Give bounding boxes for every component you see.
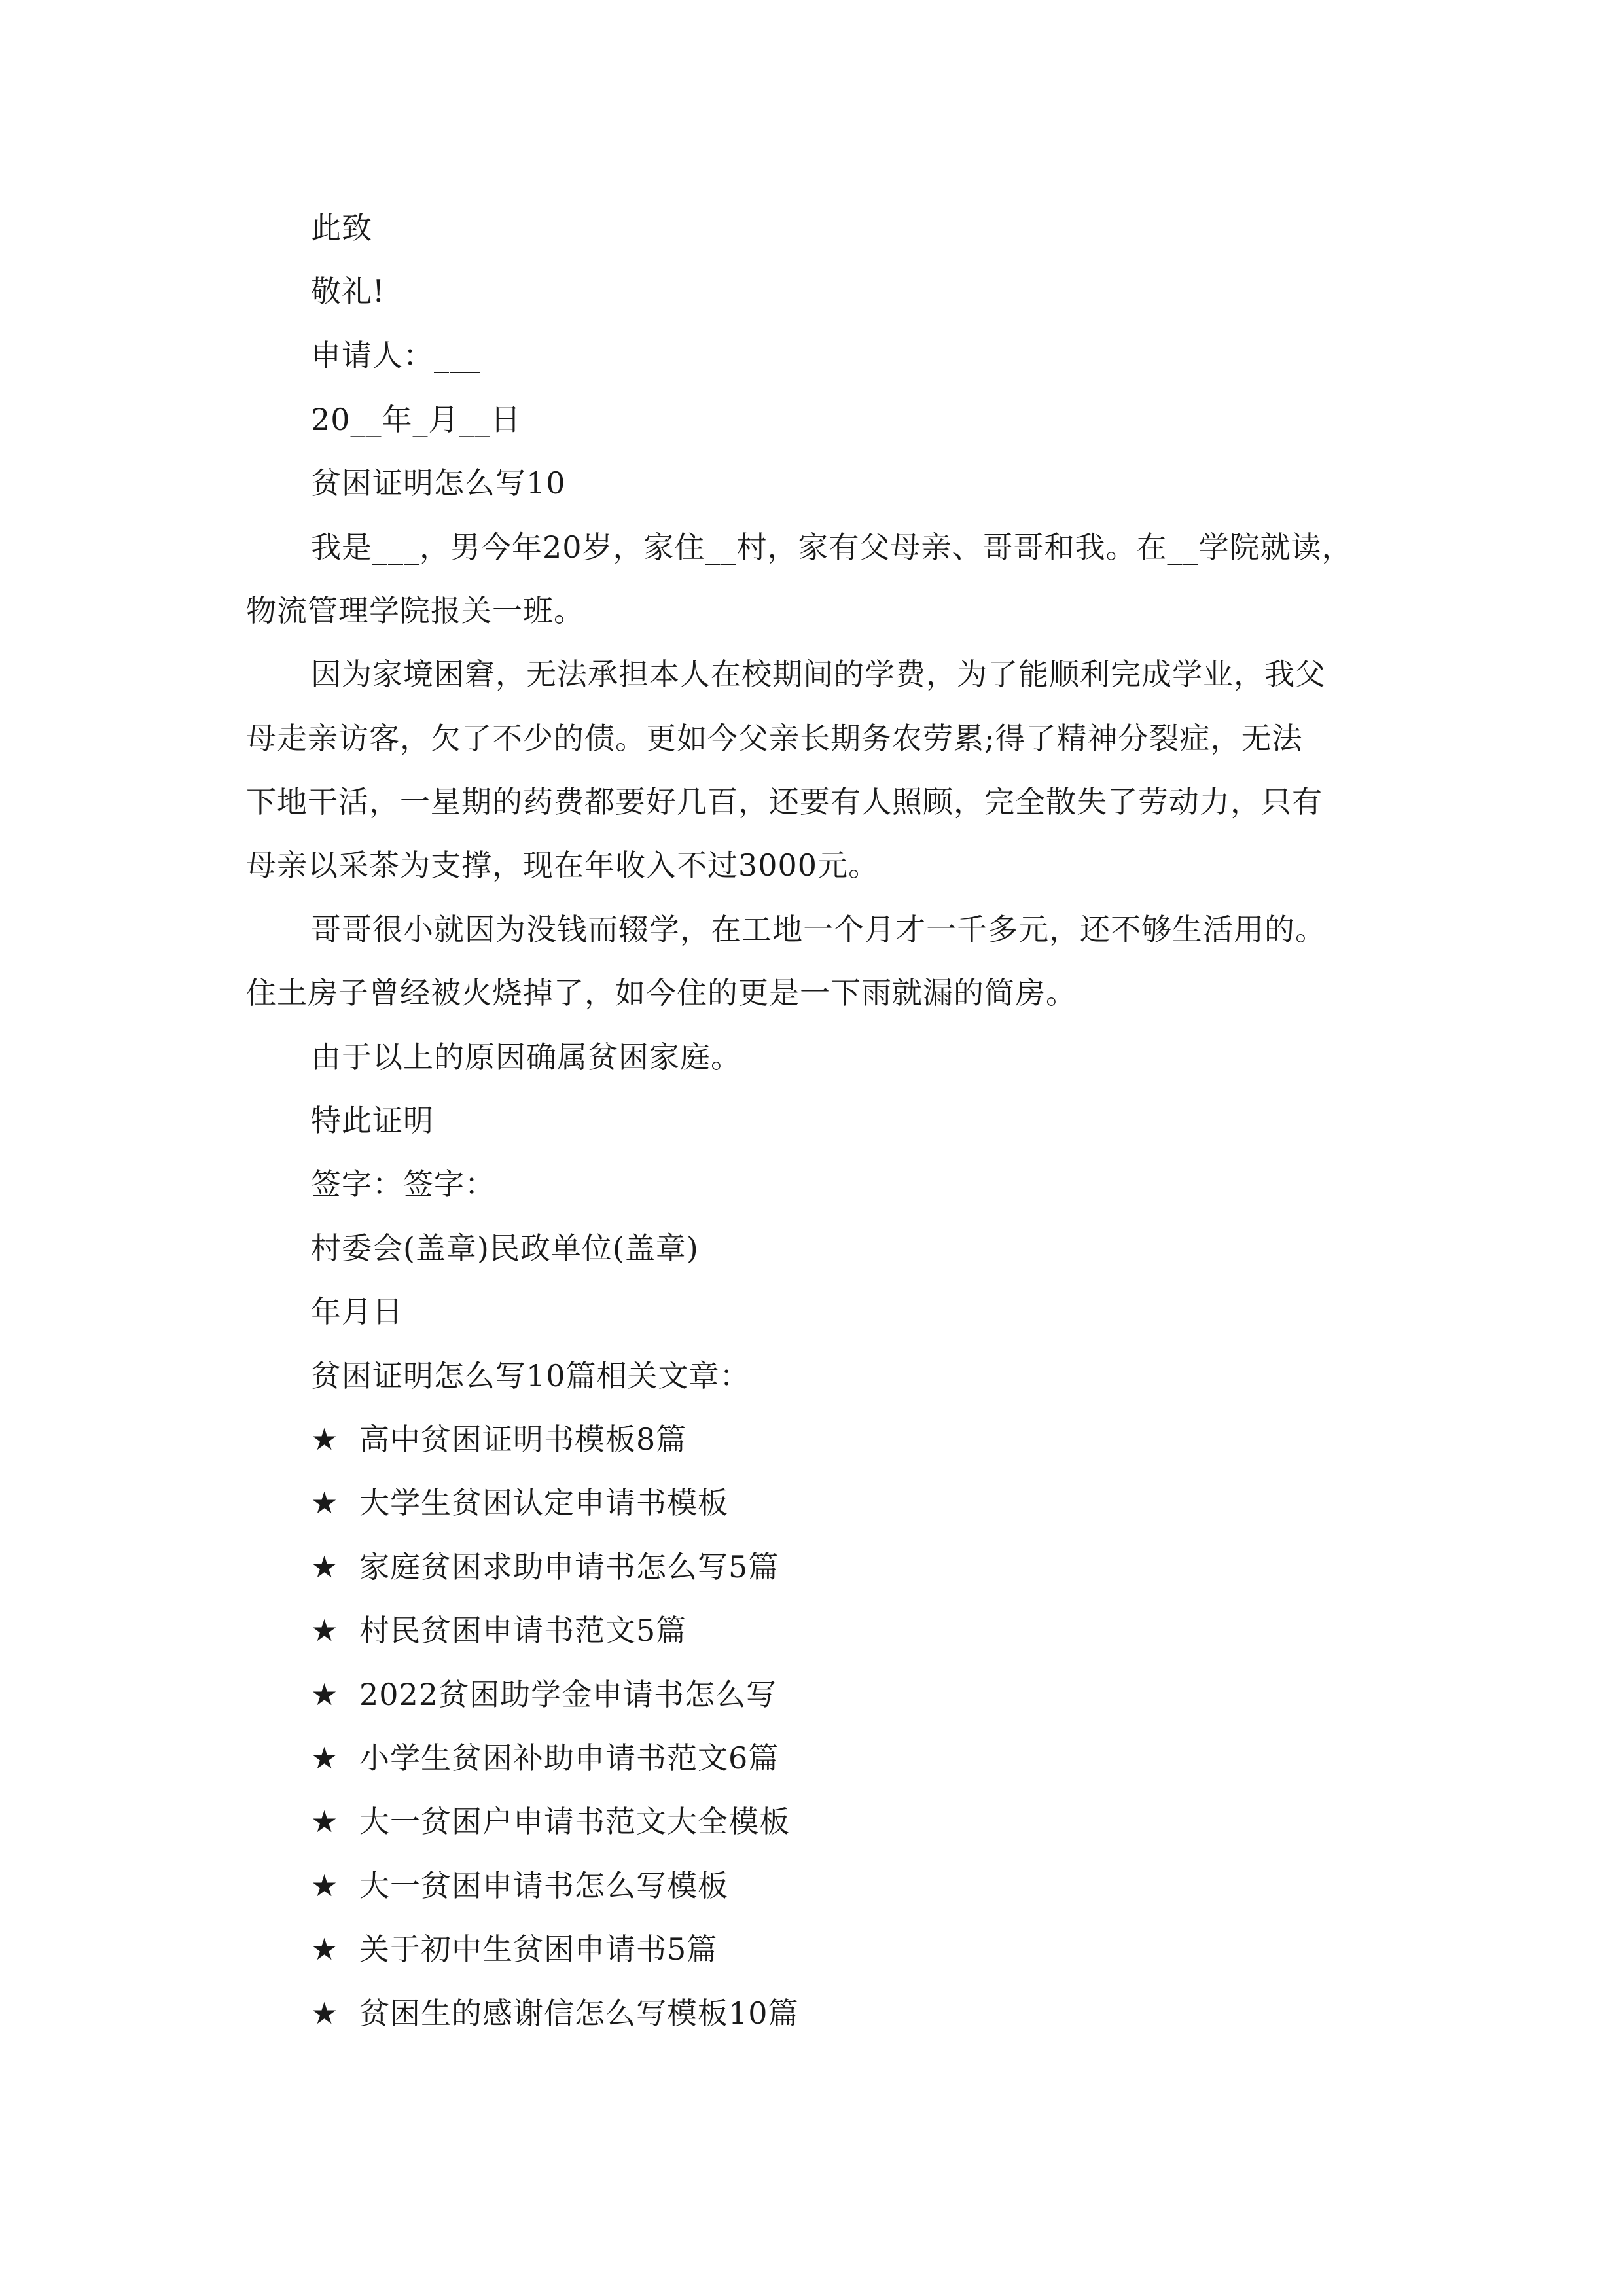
letter-date: 20__年_月__日 (311, 402, 522, 437)
star-icon: ★ (311, 1549, 339, 1585)
related-article-link[interactable] (311, 1994, 799, 2033)
certify-line: 特此证明 (311, 1103, 434, 1138)
related-article-title: 小学生贫困补助申请书范文6篇 (359, 1740, 779, 1776)
paragraph-line: 住土房子曾经被火烧掉了，如今住的更是一下雨就漏的简房。 (246, 975, 1077, 1011)
related-article-link[interactable] (311, 1929, 717, 1969)
paragraph-line: 母亲以采茶为支撑，现在年收入不过3000元。 (246, 848, 880, 883)
paragraph-line: 哥哥很小就因为没钱而辍学，在工地一个月才一千多元，还不够生活用的。 (311, 912, 1326, 947)
related-article-title: 大学生贫困认定申请书模板 (359, 1485, 728, 1520)
applicant-line: 申请人：___ (311, 338, 481, 373)
related-article-link[interactable] (311, 1866, 728, 1905)
paragraph-line: 母走亲访客，欠了不少的债。更如今父亲长期务农劳累;得了精神分裂症，无法 (246, 721, 1303, 756)
related-article-title: 大一贫困户申请书范文大全模板 (359, 1804, 790, 1839)
paragraph-line: 我是___，男今年20岁，家住__村，家有父母亲、哥哥和我。在__学院就读， (311, 529, 1353, 565)
star-icon: ★ (311, 1868, 339, 1903)
star-icon: ★ (311, 1931, 339, 1967)
paragraph-line: 由于以上的原因确属贫困家庭。 (311, 1039, 741, 1075)
related-article-title: 大一贫困申请书怎么写模板 (359, 1868, 728, 1903)
date-line: 年月日 (311, 1294, 403, 1329)
signature-line: 签字：签字： (311, 1166, 495, 1202)
related-article-link[interactable] (311, 1483, 728, 1522)
salutation: 此致 (311, 210, 372, 245)
related-article-title: 关于初中生贫困申请书5篇 (359, 1931, 718, 1967)
related-heading: 贫困证明怎么写10篇相关文章： (311, 1358, 751, 1393)
seal-line: 村委会(盖章)民政单位(盖章) (311, 1230, 699, 1266)
related-article-link[interactable] (311, 1611, 687, 1650)
star-icon: ★ (311, 1996, 339, 2031)
star-icon: ★ (311, 1485, 339, 1520)
star-icon: ★ (311, 1740, 339, 1776)
related-article-title: 高中贫困证明书模板8篇 (359, 1422, 687, 1457)
related-article-link[interactable] (311, 1738, 779, 1778)
related-article-title: 村民贫困申请书范文5篇 (359, 1613, 687, 1648)
regards: 敬礼! (311, 274, 385, 309)
related-article-link[interactable] (311, 1802, 790, 1841)
star-icon: ★ (311, 1613, 339, 1648)
related-article-title: 2022贫困助学金申请书怎么写 (359, 1677, 777, 1712)
related-article-title: 贫困生的感谢信怎么写模板10篇 (359, 1996, 799, 2031)
paragraph-line: 物流管理学院报关一班。 (246, 593, 584, 628)
related-article-link[interactable] (311, 1420, 687, 1459)
related-article-link[interactable] (311, 1547, 779, 1587)
star-icon: ★ (311, 1677, 339, 1712)
paragraph-line: 下地干活，一星期的药费都要好几百，还要有人照顾，完全散失了劳动力，只有 (246, 784, 1323, 819)
related-article-link[interactable] (311, 1675, 777, 1714)
paragraph-line: 因为家境困窘，无法承担本人在校期间的学费，为了能顺利完成学业，我父 (311, 656, 1326, 692)
star-icon: ★ (311, 1422, 339, 1457)
section-title: 贫困证明怎么写10 (311, 465, 566, 501)
related-article-title: 家庭贫困求助申请书怎么写5篇 (359, 1549, 779, 1585)
star-icon: ★ (311, 1804, 339, 1839)
